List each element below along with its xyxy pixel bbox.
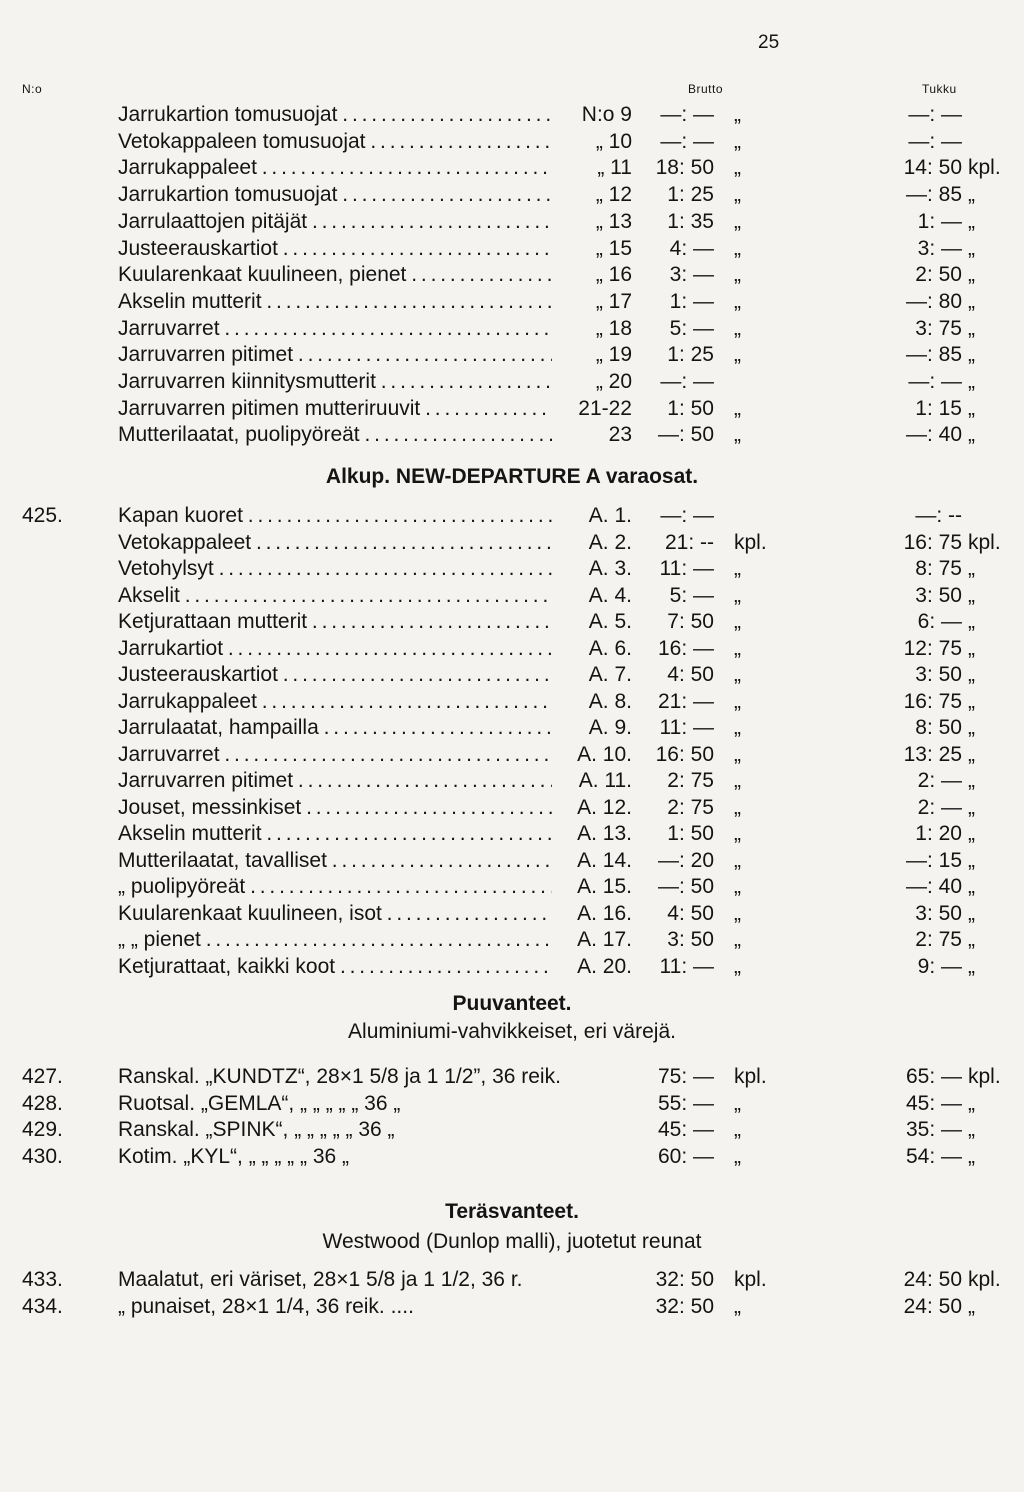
brutto-price: 4: 50 (667, 663, 714, 686)
brutto-unit: „ (734, 610, 741, 633)
tukku-unit: „ (968, 289, 975, 313)
brutto-price: 3: — (669, 263, 714, 287)
tukku-unit: „ (968, 636, 975, 660)
tukku-price: —: -- (915, 504, 962, 527)
table-row (0, 396, 1024, 422)
item-name: Vetokappaleet . . . (118, 530, 552, 556)
item-name: Ketjurattaat, kaikki koot . . . (118, 954, 552, 980)
tukku-price: —: 85 (905, 343, 962, 367)
brutto-price: 1: 50 (667, 396, 714, 420)
item-name: Kotim. „KYL“, „ „ „ „ „ 36 „ (118, 1144, 350, 1168)
item-reference: A. 1. (588, 504, 632, 527)
tukku-price: 3: 50 (915, 663, 962, 686)
brutto-price: 55: — (657, 1091, 714, 1115)
table-row (0, 1064, 1024, 1090)
brutto-price: —: — (660, 504, 714, 527)
table-row (0, 689, 1024, 715)
item-reference: A. 3. (588, 557, 632, 580)
item-name: Jarrukartion tomusuojat . . . (118, 182, 552, 208)
tukku-price: 8: 50 (915, 716, 962, 739)
item-name: Jarrulaattojen pitäjät . . . (118, 209, 552, 235)
brutto-unit: kpl. (734, 1065, 767, 1088)
brutto-price: 5: — (669, 583, 714, 607)
brutto-unit: „ (734, 928, 741, 951)
item-name: Ranskal. „SPINK“, „ „ „ „ „ 36 „ (118, 1118, 395, 1141)
brutto-price: 21: -- (664, 530, 714, 554)
table-row (0, 129, 1024, 155)
table-row (0, 609, 1024, 635)
item-name: Jarrukappaleet . . . (118, 689, 552, 715)
item-reference: „ 20 (595, 370, 632, 393)
column-header-brutto: Brutto (688, 82, 724, 96)
brutto-unit: „ (734, 396, 741, 420)
item-number: 429. (22, 1118, 63, 1141)
tukku-price: —: 15 (905, 848, 962, 872)
tukku-unit: „ (968, 1144, 975, 1168)
tukku-price: 16: 75 (903, 530, 962, 554)
tukku-unit: „ (968, 557, 975, 580)
tukku-price: —: 40 (905, 875, 962, 898)
table-row (0, 901, 1024, 927)
tukku-unit: „ (968, 583, 975, 607)
item-number: 434. (22, 1294, 63, 1318)
brutto-unit: „ (734, 848, 741, 872)
brutto-price: —: — (660, 129, 714, 153)
tukku-unit: „ (968, 689, 975, 713)
item-name: Jarruvarren pitimet . . . (118, 342, 552, 368)
tukku-price: 24: 50 (903, 1268, 962, 1291)
item-number: 427. (22, 1065, 63, 1088)
brutto-price: 75: — (657, 1065, 714, 1088)
brutto-price: 4: 50 (667, 901, 714, 925)
table-row (0, 954, 1024, 980)
tukku-price: 9: — (917, 954, 962, 978)
table-row (0, 636, 1024, 662)
table-row (0, 768, 1024, 794)
item-name: Jarrukartiot . . . (118, 636, 552, 662)
brutto-unit: „ (734, 236, 741, 260)
item-name: Jarruvarren pitimet . . . (118, 768, 552, 794)
item-name: Jarrukartion tomusuojat . . . (118, 102, 552, 128)
tukku-unit: „ (968, 742, 975, 766)
item-reference: N:o 9 (581, 103, 632, 126)
tukku-unit: kpl. (968, 156, 1001, 180)
item-name: Maalatut, eri väriset, 28×1 5/8 ja 1 1/2, 36 r. (118, 1268, 523, 1291)
tukku-price: 2: 50 (915, 263, 962, 287)
tukku-unit: „ (968, 1091, 975, 1115)
brutto-unit: „ (734, 156, 741, 180)
tukku-price: 1: — (917, 209, 962, 233)
table-row (0, 1091, 1024, 1117)
item-reference: A. 12. (577, 795, 632, 819)
tukku-unit: „ (968, 848, 975, 872)
brutto-price: —: — (660, 103, 714, 126)
brutto-price: 11: — (659, 954, 714, 978)
table-row (0, 209, 1024, 235)
brutto-unit: „ (734, 1118, 741, 1141)
item-reference: A. 8. (588, 689, 632, 713)
table-row (0, 556, 1024, 582)
brutto-unit: „ (734, 636, 741, 660)
table-row (0, 316, 1024, 342)
brutto-price: 16: 50 (655, 742, 714, 766)
tukku-price: 35: — (905, 1118, 962, 1141)
item-reference: A. 17. (577, 928, 632, 951)
tukku-price: 2: — (917, 769, 962, 792)
tukku-price: 14: 50 (903, 156, 962, 180)
section-heading-puuvanteet: Puuvanteet. (452, 992, 572, 1015)
item-reference: „ 17 (595, 289, 632, 313)
brutto-price: —: — (660, 370, 714, 393)
item-name: Vetokappaleen tomusuojat . . . (118, 129, 552, 155)
item-name: „ puolipyöreät . . . (118, 874, 552, 900)
brutto-unit: „ (734, 423, 741, 447)
item-reference: „ 12 (595, 183, 632, 207)
item-name: Jouset, messinkiset . . . (118, 795, 552, 821)
tukku-price: 12: 75 (903, 636, 962, 660)
tukku-unit: „ (968, 183, 975, 207)
tukku-unit: „ (968, 822, 975, 845)
tukku-price: —: 40 (905, 423, 962, 447)
brutto-unit: „ (734, 103, 741, 126)
brutto-price: —: 20 (657, 848, 714, 872)
item-name: Kapan kuoret . . . (118, 503, 552, 529)
table-row (0, 342, 1024, 368)
brutto-price: 11: — (659, 716, 714, 739)
brutto-unit: „ (734, 316, 741, 340)
table-row (0, 874, 1024, 900)
tukku-price: 16: 75 (903, 689, 962, 713)
brutto-price: 11: — (659, 557, 714, 580)
brutto-price: 21: — (657, 689, 714, 713)
item-name: Jarrukappaleet . . . (118, 155, 552, 181)
item-name: Ketjurattaan mutterit . . . (118, 609, 552, 635)
table-row (0, 369, 1024, 395)
item-number: 428. (22, 1091, 63, 1115)
tukku-price: 2: 75 (915, 928, 962, 951)
item-name: Mutterilaatat, tavalliset . . . (118, 848, 552, 874)
brutto-price: 1: 50 (667, 822, 714, 845)
brutto-unit: „ (734, 742, 741, 766)
table-row (0, 155, 1024, 181)
item-name: Mutterilaatat, puolipyöreät . . . (118, 422, 552, 448)
brutto-unit: „ (734, 716, 741, 739)
item-name: Jarruvarren pitimen mutteriruuvit . . . (118, 396, 552, 422)
tukku-price: —: — (908, 370, 962, 393)
tukku-price: —: 80 (905, 289, 962, 313)
brutto-unit: „ (734, 183, 741, 207)
brutto-unit: „ (734, 769, 741, 792)
brutto-unit: „ (734, 343, 741, 367)
tukku-unit: „ (968, 316, 975, 340)
brutto-price: 1: 35 (667, 209, 714, 233)
table-row (0, 1144, 1024, 1170)
tukku-unit: „ (968, 423, 975, 447)
item-name: „ punaiset, 28×1 1/4, 36 reik. .... (118, 1294, 414, 1318)
item-reference: 21-22 (578, 396, 632, 420)
table-row (0, 236, 1024, 262)
tukku-unit: „ (968, 396, 975, 420)
brutto-price: 18: 50 (655, 156, 714, 180)
brutto-price: 4: — (669, 236, 714, 260)
brutto-price: 1: 25 (667, 183, 714, 207)
brutto-price: 1: — (669, 289, 714, 313)
item-number: 433. (22, 1268, 63, 1291)
tukku-unit: kpl. (968, 1268, 1001, 1291)
tukku-unit: „ (968, 209, 975, 233)
table-row (0, 1117, 1024, 1143)
tukku-price: 2: — (917, 795, 962, 819)
tukku-price: 54: — (905, 1144, 962, 1168)
section-subheading-puuvanteet: Aluminiumi-vahvikkeiset, eri värejä. (348, 1020, 676, 1043)
tukku-price: 6: — (917, 610, 962, 633)
table-row (0, 102, 1024, 128)
item-name: Justeerauskartiot . . . (118, 236, 552, 262)
tukku-unit: „ (968, 875, 975, 898)
tukku-unit: „ (968, 716, 975, 739)
brutto-unit: „ (734, 1144, 741, 1168)
brutto-unit: „ (734, 822, 741, 845)
item-reference: „ 15 (595, 236, 632, 260)
table-row (0, 927, 1024, 953)
item-reference: A. 11. (578, 769, 632, 792)
table-row (0, 1267, 1024, 1293)
table-row (0, 742, 1024, 768)
item-name: Akselin mutterit . . . (118, 289, 552, 315)
tukku-price: 45: — (905, 1091, 962, 1115)
brutto-price: 1: 25 (667, 343, 714, 367)
brutto-price: 7: 50 (667, 610, 714, 633)
table-row (0, 289, 1024, 315)
item-name: Kuularenkaat kuulineen, isot . . . (118, 901, 552, 927)
section-heading-new-departure: Alkup. NEW-DEPARTURE A varaosat. (325, 465, 699, 488)
brutto-price: 60: — (657, 1144, 714, 1168)
tukku-price: —: — (908, 103, 962, 126)
column-header-tukku: Tukku (922, 82, 957, 96)
tukku-price: —: 85 (905, 183, 962, 207)
column-header-no: N:o (22, 82, 43, 96)
brutto-unit: „ (734, 663, 741, 686)
tukku-price: 13: 25 (903, 742, 962, 766)
brutto-price: 32: 50 (655, 1268, 714, 1291)
table-row (0, 821, 1024, 847)
brutto-unit: „ (734, 954, 741, 978)
item-name: Kuularenkaat kuulineen, pienet . . . (118, 262, 552, 288)
tukku-price: 3: 75 (915, 316, 962, 340)
brutto-price: 2: 75 (667, 769, 714, 792)
item-name: Justeerauskartiot . . . (118, 662, 552, 688)
section-subheading-terasvanteet: Westwood (Dunlop malli), juotetut reunat (322, 1230, 702, 1253)
brutto-price: 45: — (657, 1118, 714, 1141)
item-name: „ „ pienet . . . (118, 927, 552, 953)
tukku-unit: „ (968, 795, 975, 819)
brutto-price: 16: — (657, 636, 714, 660)
brutto-price: 5: — (669, 316, 714, 340)
item-reference: „ 18 (595, 316, 632, 340)
item-reference: A. 20. (577, 954, 632, 978)
tukku-unit: „ (968, 928, 975, 951)
item-name: Akselit . . . (118, 583, 552, 609)
brutto-unit: „ (734, 901, 741, 925)
tukku-price: 24: 50 (903, 1294, 962, 1318)
item-number: 430. (22, 1144, 63, 1168)
brutto-unit: „ (734, 1091, 741, 1115)
page-number: 25 (758, 32, 780, 53)
tukku-unit: „ (968, 1294, 975, 1318)
item-name: Ranskal. „KUNDTZ“, 28×1 5/8 ja 1 1/2”, 36 reik. (118, 1065, 561, 1088)
item-reference: A. 4. (588, 583, 632, 607)
brutto-unit: „ (734, 557, 741, 580)
item-reference: „ 13 (595, 209, 632, 233)
item-name: Jarruvarret . . . (118, 742, 552, 768)
brutto-price: 2: 75 (667, 795, 714, 819)
tukku-price: 3: — (917, 236, 962, 260)
brutto-unit: „ (734, 209, 741, 233)
item-name: Jarruvarret . . . (118, 316, 552, 342)
item-reference: „ 16 (595, 263, 632, 287)
brutto-unit: „ (734, 689, 741, 713)
tukku-price: 1: 15 (915, 396, 962, 420)
tukku-unit: kpl. (968, 1065, 1001, 1088)
table-row (0, 262, 1024, 288)
brutto-unit: kpl. (734, 530, 767, 554)
item-reference: A. 9. (588, 716, 632, 739)
brutto-unit: „ (734, 795, 741, 819)
tukku-unit: „ (968, 954, 975, 978)
item-reference: „ 19 (595, 343, 632, 367)
item-name: Akselin mutterit . . . (118, 821, 552, 847)
item-reference: A. 13. (577, 822, 632, 845)
table-row (0, 530, 1024, 556)
tukku-unit: „ (968, 663, 975, 686)
table-row (0, 795, 1024, 821)
brutto-price: —: 50 (657, 423, 714, 447)
item-reference: A. 16. (577, 901, 632, 925)
brutto-unit: „ (734, 1294, 741, 1318)
item-reference: 23 (608, 423, 632, 447)
item-reference: A. 10. (577, 742, 632, 766)
brutto-unit: „ (734, 875, 741, 898)
item-reference: A. 15. (577, 875, 632, 898)
item-reference: A. 2. (588, 530, 632, 554)
tukku-unit: „ (968, 236, 975, 260)
tukku-price: —: — (908, 129, 962, 153)
table-row (0, 503, 1024, 529)
brutto-unit: „ (734, 583, 741, 607)
item-name: Jarrulaatat, hampailla . . . (118, 715, 552, 741)
table-row (0, 422, 1024, 448)
tukku-unit: „ (968, 610, 975, 633)
brutto-price: 3: 50 (667, 928, 714, 951)
brutto-price: —: 50 (657, 875, 714, 898)
tukku-unit: „ (968, 370, 975, 393)
item-reference: A. 5. (588, 610, 632, 633)
brutto-unit: „ (734, 289, 741, 313)
brutto-price: 32: 50 (655, 1294, 714, 1318)
tukku-price: 3: 50 (915, 901, 962, 925)
item-reference: A. 6. (588, 636, 632, 660)
item-reference: „ 11 (597, 156, 632, 180)
table-row (0, 662, 1024, 688)
item-reference: A. 14. (577, 848, 632, 872)
brutto-unit: „ (734, 263, 741, 287)
item-reference: „ 10 (595, 129, 632, 153)
item-name: Jarruvarren kiinnitysmutterit . . . (118, 369, 552, 395)
table-row (0, 848, 1024, 874)
tukku-price: 8: 75 (915, 557, 962, 580)
tukku-price: 1: 20 (915, 822, 962, 845)
item-reference: A. 7. (588, 663, 632, 686)
table-row (0, 182, 1024, 208)
tukku-unit: „ (968, 1118, 975, 1141)
item-name: Vetohylsyt . . . (118, 556, 552, 582)
table-row (0, 715, 1024, 741)
tukku-unit: „ (968, 769, 975, 792)
brutto-unit: „ (734, 129, 741, 153)
tukku-unit: „ (968, 901, 975, 925)
item-name: Ruotsal. „GEMLA“, „ „ „ „ „ 36 „ (118, 1091, 401, 1115)
brutto-unit: kpl. (734, 1268, 767, 1291)
tukku-unit: „ (968, 263, 975, 287)
tukku-price: 65: — (905, 1065, 962, 1088)
tukku-price: 3: 50 (915, 583, 962, 607)
tukku-unit: kpl. (968, 530, 1001, 554)
item-number: 425. (22, 504, 63, 527)
table-row (0, 1294, 1024, 1320)
tukku-unit: „ (968, 343, 975, 367)
table-row (0, 583, 1024, 609)
section-heading-terasvanteet: Teräsvanteet. (445, 1200, 579, 1223)
